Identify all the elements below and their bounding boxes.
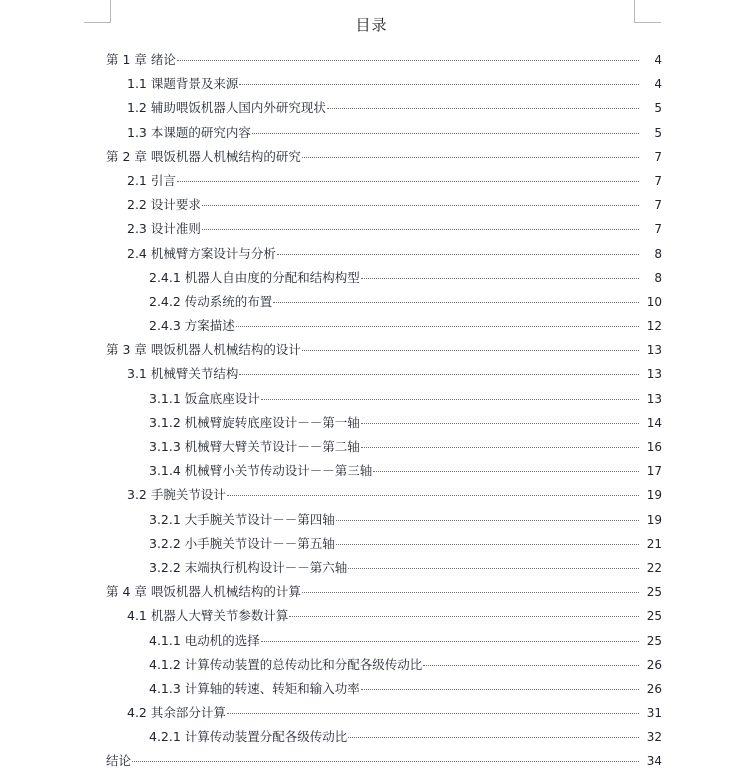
toc-entry[interactable]: [0, 485, 743, 509]
toc-entry-page-number: 5: [654, 125, 662, 140]
toc-entry-page-number: 12: [646, 319, 662, 334]
toc-leader-dots: [361, 269, 639, 282]
toc-entry-page-number: 14: [646, 415, 662, 430]
toc-entry[interactable]: [0, 340, 743, 364]
toc-entry-page-number: 19: [646, 512, 662, 527]
toc-entry-page-number: 16: [646, 440, 662, 454]
toc-entry[interactable]: [0, 606, 743, 630]
toc-entry[interactable]: [0, 292, 743, 316]
toc-entry-label: 4.1 机器人大臂关节参数计算: [127, 608, 289, 624]
toc-leader-dots: [239, 76, 639, 89]
toc-entry-page-number: 4: [654, 77, 662, 92]
toc-entry-page-number: 7: [654, 198, 662, 213]
toc-entry-page-number: 31: [646, 706, 662, 721]
toc-entry-page-number: 13: [646, 343, 662, 358]
toc-entry-page-number: 22: [646, 560, 662, 575]
toc-entry-page-number: 7: [654, 173, 662, 188]
toc-leader-dots: [273, 293, 639, 306]
toc-leader-dots: [373, 463, 639, 476]
toc-leader-dots: [302, 584, 639, 597]
toc-entry-label: 2.3 设计准则: [127, 221, 201, 237]
toc-entry-page-number: 4: [654, 53, 662, 67]
toc-entry[interactable]: [0, 268, 743, 292]
toc-entry[interactable]: [0, 316, 743, 340]
toc-entry-label: 2.4.2 传动系统的布置: [149, 293, 273, 309]
page-title: 目录: [355, 16, 388, 34]
toc-leader-dots: [202, 197, 639, 210]
toc-entry[interactable]: [0, 389, 743, 413]
toc-entry[interactable]: [0, 655, 743, 679]
toc-entry[interactable]: [0, 534, 743, 558]
toc-entry-page-number: 19: [646, 488, 662, 503]
toc-entry-label: 3.2.2 末端执行机构设计－－第六轴: [149, 559, 348, 575]
toc-entry[interactable]: [0, 558, 743, 582]
toc-leader-dots: [302, 342, 639, 355]
toc-entry[interactable]: [0, 219, 743, 243]
toc-entry-label: 2.1 引言: [127, 172, 176, 188]
toc-leader-dots: [348, 729, 639, 742]
toc-entry[interactable]: [0, 74, 743, 98]
toc-leader-dots: [177, 52, 639, 65]
toc-leader-dots: [302, 148, 639, 161]
toc-entry-label: 结论: [106, 753, 132, 769]
toc-entry-label: 1.3 本课题的研究内容: [127, 124, 251, 140]
toc-entry-label: 3.1.3 机械臂大臂关节设计－－第二轴: [149, 439, 360, 454]
toc-entry[interactable]: [0, 123, 743, 147]
toc-leader-dots: [227, 487, 639, 500]
toc-entry-label: 第 2 章 喂饭机器人机械结构的研究: [106, 148, 301, 164]
toc-entry-page-number: 17: [646, 464, 662, 479]
toc-entry-page-number: 7: [654, 222, 662, 237]
toc-entry[interactable]: [0, 413, 743, 437]
toc-entry-label: 1.1 课题背景及来源: [127, 76, 239, 92]
toc-entry-page-number: 26: [646, 681, 662, 696]
toc-entry[interactable]: [0, 703, 743, 727]
toc-entry-page-number: 13: [646, 391, 662, 406]
toc-entry-page-number: 21: [646, 536, 662, 551]
toc-entry-label: 2.2 设计要求: [127, 197, 201, 213]
toc-entry-label: 4.2 其余部分计算: [127, 705, 226, 721]
toc-entry-label: 3.1 机械臂关节结构: [127, 366, 239, 382]
toc-entry-label: 4.1.2 计算传动装置的总传动比和分配各级传动比: [149, 656, 423, 672]
toc-entry-label: 第 3 章 喂饭机器人机械结构的设计: [106, 342, 301, 358]
toc-entry[interactable]: [0, 98, 743, 122]
toc-leader-dots: [336, 511, 639, 524]
toc-entry[interactable]: [0, 631, 743, 655]
table-of-contents: [0, 50, 743, 776]
toc-entry-page-number: 7: [654, 149, 662, 164]
toc-entry-page-number: 5: [654, 101, 662, 116]
toc-leader-dots: [361, 439, 639, 452]
toc-entry[interactable]: [0, 461, 743, 485]
toc-entry[interactable]: [0, 582, 743, 606]
toc-leader-dots: [261, 390, 639, 403]
toc-leader-dots: [239, 366, 639, 379]
toc-entry-label: 2.4 机械臂方案设计与分析: [127, 245, 276, 261]
toc-entry-label: 4.1.3 计算轴的转速、转矩和输入功率: [149, 680, 360, 696]
toc-entry-page-number: 34: [646, 754, 662, 769]
toc-leader-dots: [227, 705, 639, 718]
toc-entry[interactable]: [0, 195, 743, 219]
toc-entry-page-number: 8: [654, 270, 662, 285]
toc-leader-dots: [289, 608, 639, 621]
toc-entry[interactable]: [0, 147, 743, 171]
toc-leader-dots: [202, 221, 639, 234]
toc-entry[interactable]: [0, 364, 743, 388]
toc-entry-label: 4.2.1 计算传动装置分配各级传动比: [149, 729, 348, 745]
toc-leader-dots: [348, 559, 639, 572]
toc-leader-dots: [277, 245, 639, 258]
toc-entry-label: 3.1.4 机械臂小关节传动设计－－第三轴: [149, 463, 373, 479]
toc-entry-label: 3.2.1 大手腕关节设计－－第四轴: [149, 511, 335, 527]
toc-entry-page-number: 25: [646, 633, 662, 648]
toc-entry-label: 第 1 章 绪论: [106, 52, 176, 67]
toc-leader-dots: [423, 656, 639, 669]
toc-entry-label: 3.1.1 饭盒底座设计: [149, 390, 260, 406]
toc-entry-label: 3.2 手腕关节设计: [127, 487, 226, 503]
toc-entry-label: 1.2 辅助喂饭机器人国内外研究现状: [127, 100, 326, 116]
toc-entry[interactable]: [0, 510, 743, 534]
toc-leader-dots: [177, 172, 639, 185]
toc-entry-label: 3.1.2 机械臂旋转底座设计－－第一轴: [149, 414, 360, 430]
toc-entry-page-number: 32: [646, 730, 662, 745]
toc-entry-page-number: 13: [646, 367, 662, 382]
toc-entry[interactable]: [0, 727, 743, 751]
toc-leader-dots: [327, 100, 639, 113]
toc-entry[interactable]: [0, 171, 743, 195]
toc-entry-label: 第 4 章 喂饭机器人机械结构的计算: [106, 584, 301, 600]
toc-leader-dots: [261, 632, 639, 645]
toc-entry-label: 4.1.1 电动机的选择: [149, 632, 260, 648]
toc-entry-label: 2.4.1 机器人自由度的分配和结构构型: [149, 269, 360, 285]
toc-entry[interactable]: [0, 50, 743, 74]
toc-entry[interactable]: [0, 437, 743, 461]
toc-entry-page-number: 25: [646, 585, 662, 600]
toc-entry[interactable]: [0, 751, 743, 775]
toc-entry-label: 2.4.3 方案描述: [149, 318, 235, 334]
toc-entry[interactable]: [0, 244, 743, 268]
toc-entry-page-number: 8: [654, 246, 662, 261]
toc-leader-dots: [132, 753, 639, 766]
toc-entry[interactable]: [0, 679, 743, 703]
toc-leader-dots: [336, 535, 639, 548]
toc-leader-dots: [361, 680, 639, 693]
toc-leader-dots: [361, 414, 639, 427]
toc-entry-page-number: 26: [646, 657, 662, 672]
toc-leader-dots: [252, 124, 639, 137]
toc-entry-page-number: 10: [646, 294, 662, 309]
toc-entry-page-number: 25: [646, 609, 662, 624]
toc-leader-dots: [236, 318, 639, 331]
toc-entry-label: 3.2.2 小手腕关节设计－－第五轴: [149, 535, 335, 551]
